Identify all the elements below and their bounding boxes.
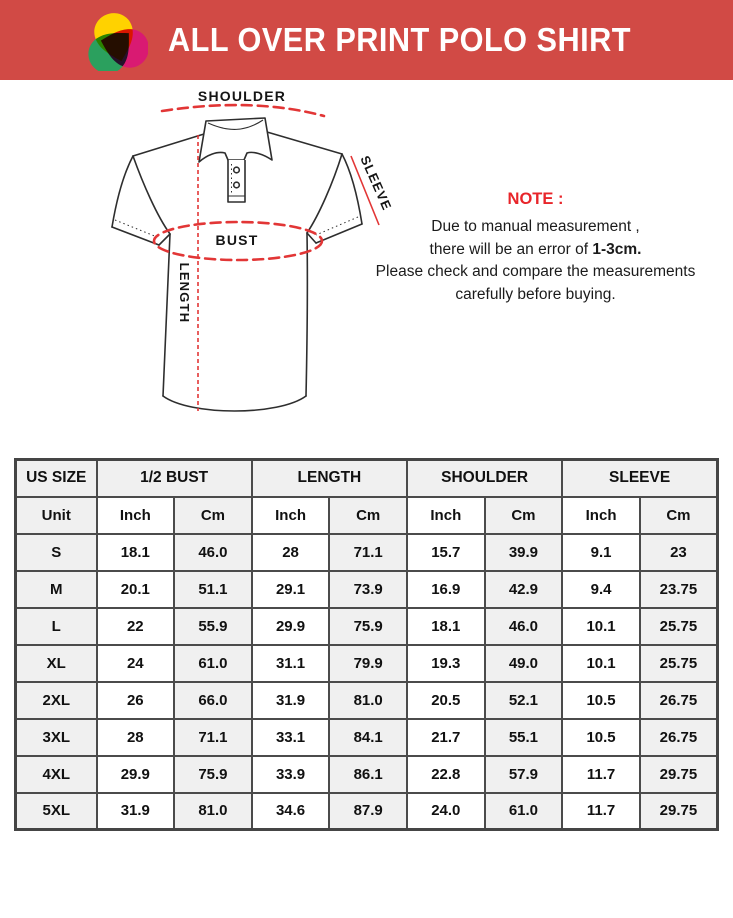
measurement-cell: 18.1 xyxy=(97,534,175,571)
measurement-cell: 18.1 xyxy=(407,608,485,645)
size-row-m xyxy=(16,571,718,608)
size-row-2xl xyxy=(16,682,718,719)
shoulder-measure-line xyxy=(162,105,324,116)
group-header-row xyxy=(16,460,718,497)
measurement-cell: 46.0 xyxy=(174,534,252,571)
measurement-cell: 20.1 xyxy=(97,571,175,608)
note-line-1: Due to manual measurement , xyxy=(431,218,640,235)
measurement-cell: 52.1 xyxy=(485,682,563,719)
measurement-cell: 15.7 xyxy=(407,534,485,571)
size-label: M xyxy=(16,571,97,608)
measurement-cell: 49.0 xyxy=(485,645,563,682)
measurement-cell: 33.1 xyxy=(252,719,330,756)
measurement-cell: 9.4 xyxy=(562,571,640,608)
measurement-cell: 28 xyxy=(97,719,175,756)
unit-header: Cm xyxy=(329,497,407,534)
sleeve-label: SLEEVE xyxy=(357,153,395,213)
measurement-cell: 75.9 xyxy=(329,608,407,645)
unit-header: Cm xyxy=(640,497,718,534)
measurement-cell: 10.1 xyxy=(562,645,640,682)
measurement-cell: 86.1 xyxy=(329,756,407,793)
measurement-cell: 29.9 xyxy=(252,608,330,645)
body-outline xyxy=(163,234,170,396)
measurement-cell: 29.9 xyxy=(97,756,175,793)
measurement-cell: 19.3 xyxy=(407,645,485,682)
unit-header: Cm xyxy=(174,497,252,534)
bust-label: BUST xyxy=(215,232,259,248)
group-header-sleeve: SLEEVE xyxy=(562,460,717,497)
measurement-cell: 75.9 xyxy=(174,756,252,793)
size-row-3xl xyxy=(16,719,718,756)
measurement-cell: 29.1 xyxy=(252,571,330,608)
measurement-cell: 20.5 xyxy=(407,682,485,719)
brand-flower-logo-icon xyxy=(86,9,148,71)
measurement-cell: 81.0 xyxy=(329,682,407,719)
measurement-cell: 11.7 xyxy=(562,793,640,830)
page-title: ALL OVER PRINT POLO SHIRT xyxy=(168,21,631,58)
measurement-cell: 25.75 xyxy=(640,645,718,682)
measurement-cell: 57.9 xyxy=(485,756,563,793)
size-row-4xl xyxy=(16,756,718,793)
length-label: LENGTH xyxy=(177,262,192,324)
note-line-2: there will be an error of 1-3cm. xyxy=(429,240,642,258)
measurement-cell: 28 xyxy=(252,534,330,571)
button-bottom xyxy=(234,182,240,188)
unit-header: Cm xyxy=(485,497,563,534)
group-header-shoulder: SHOULDER xyxy=(407,460,562,497)
size-chart-table xyxy=(14,458,719,831)
measurement-cell: 29.75 xyxy=(640,756,718,793)
measurement-cell: 71.1 xyxy=(174,719,252,756)
unit-header: Inch xyxy=(562,497,640,534)
measurement-cell: 11.7 xyxy=(562,756,640,793)
measurement-cell: 34.6 xyxy=(252,793,330,830)
size-label: 5XL xyxy=(16,793,97,830)
size-label: S xyxy=(16,534,97,571)
note-line-3: Please check and compare the measurements xyxy=(375,263,696,280)
size-row-5xl xyxy=(16,793,718,830)
size-row-l xyxy=(16,608,718,645)
size-label: L xyxy=(16,608,97,645)
group-header-us-size: US SIZE xyxy=(16,460,97,497)
unit-header: Inch xyxy=(407,497,485,534)
measurement-cell: 51.1 xyxy=(174,571,252,608)
measurement-cell: 71.1 xyxy=(329,534,407,571)
size-row-xl xyxy=(16,645,718,682)
measurement-cell: 73.9 xyxy=(329,571,407,608)
measurement-cell: 87.9 xyxy=(329,793,407,830)
measurement-cell: 46.0 xyxy=(485,608,563,645)
size-label: 2XL xyxy=(16,682,97,719)
size-label: 3XL xyxy=(16,719,97,756)
measurement-cell: 22 xyxy=(97,608,175,645)
measurement-cell: 26 xyxy=(97,682,175,719)
measurement-cell: 61.0 xyxy=(485,793,563,830)
shoulder-line-right xyxy=(267,132,342,154)
measurement-cell: 9.1 xyxy=(562,534,640,571)
shoulder-label: SHOULDER xyxy=(197,88,287,104)
measurement-cell: 33.9 xyxy=(252,756,330,793)
group-header-length: LENGTH xyxy=(252,460,407,497)
button-top xyxy=(234,167,240,173)
measurement-cell: 10.1 xyxy=(562,608,640,645)
measurement-cell: 16.9 xyxy=(407,571,485,608)
note-line-4: carefully before buying. xyxy=(455,285,616,303)
measurement-cell: 31.9 xyxy=(252,682,330,719)
measurement-note xyxy=(363,190,708,306)
measurement-cell: 61.0 xyxy=(174,645,252,682)
measurement-cell: 22.8 xyxy=(407,756,485,793)
measurement-cell: 23.75 xyxy=(640,571,718,608)
measurement-cell: 66.0 xyxy=(174,682,252,719)
measurement-cell: 31.9 xyxy=(97,793,175,830)
measurement-cell: 81.0 xyxy=(174,793,252,830)
left-sleeve-outline xyxy=(112,156,133,227)
unit-header: Inch xyxy=(252,497,330,534)
measurement-cell: 24.0 xyxy=(407,793,485,830)
unit-header: Inch xyxy=(97,497,175,534)
measurement-cell: 29.75 xyxy=(640,793,718,830)
measurement-cell: 84.1 xyxy=(329,719,407,756)
unit-header: Unit xyxy=(16,497,97,534)
measurement-cell: 24 xyxy=(97,645,175,682)
size-label: 4XL xyxy=(16,756,97,793)
measurement-cell: 39.9 xyxy=(485,534,563,571)
note-heading: NOTE : xyxy=(507,190,564,208)
measurement-cell: 55.1 xyxy=(485,719,563,756)
collar-outline xyxy=(199,118,272,162)
group-header-bust: 1/2 BUST xyxy=(97,460,252,497)
shoulder-line-left xyxy=(133,134,204,156)
measurement-cell: 42.9 xyxy=(485,571,563,608)
measurement-cell: 10.5 xyxy=(562,682,640,719)
measurement-cell: 26.75 xyxy=(640,682,718,719)
measurement-cell: 25.75 xyxy=(640,608,718,645)
measurement-cell: 31.1 xyxy=(252,645,330,682)
size-row-s xyxy=(16,534,718,571)
measurement-cell: 79.9 xyxy=(329,645,407,682)
unit-header-row xyxy=(16,497,718,534)
measurement-cell: 21.7 xyxy=(407,719,485,756)
measurement-cell: 10.5 xyxy=(562,719,640,756)
right-sleeve-outline xyxy=(342,154,362,224)
measurement-cell: 55.9 xyxy=(174,608,252,645)
size-label: XL xyxy=(16,645,97,682)
header-banner xyxy=(0,0,733,80)
measurement-cell: 26.75 xyxy=(640,719,718,756)
measurement-cell: 23 xyxy=(640,534,718,571)
